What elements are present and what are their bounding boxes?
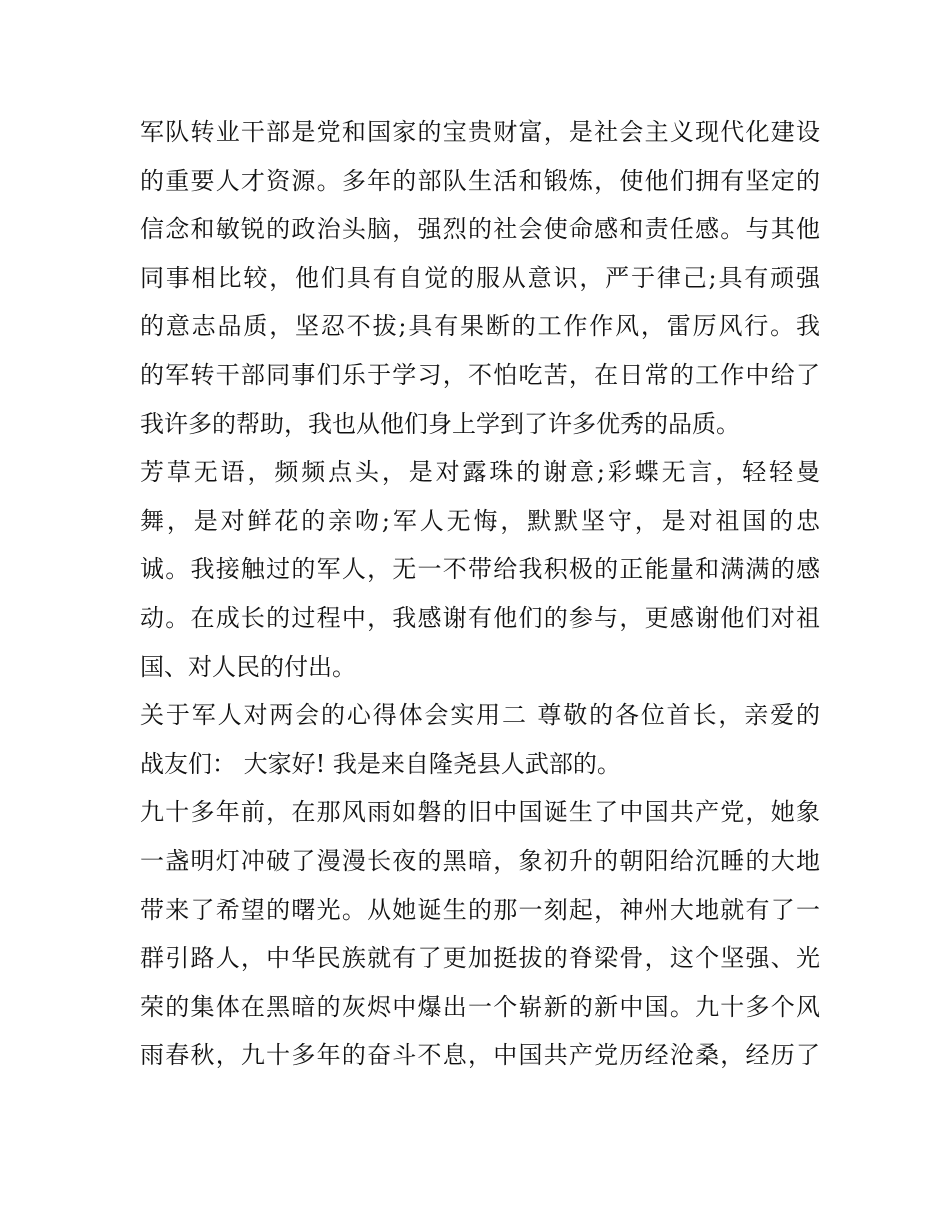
text-line: 诚。我接触过的军人，无一不带给我积极的正能量和满满的感 [140,555,820,584]
text-line: 军队转业干部是党和国家的宝贵财富，是社会主义现代化建设 [140,118,820,146]
text-line: 关于军人对两会的心得体会实用二 尊敬的各位首长，亲爱的 [140,701,820,730]
paragraph-3 [140,691,820,788]
text-line: 雨春秋，九十多年的奋斗不息，中国共产党历经沧桑，经历了 [140,1041,820,1070]
text-line: 战友们： 大家好! 我是来自隆尧县人武部的。 [140,749,621,778]
paragraph-2 [140,448,820,691]
text-line: 荣的集体在黑暗的灰烬中爆出一个崭新的新中国。九十多个风 [140,992,820,1021]
text-line: 一盏明灯冲破了漫漫长夜的黑暗，象初升的朝阳给沉睡的大地 [140,846,820,875]
text-line: 芳草无语，频频点头，是对露珠的谢意;彩蝶无言，轻轻曼 [140,458,820,487]
document-body [140,108,820,1080]
paragraph-4 [140,788,820,1080]
text-line: 同事相比较，他们具有自觉的服从意识，严于律己;具有顽强 [140,263,820,292]
text-line: 带来了希望的曙光。从她诞生的那一刻起，神州大地就有了一 [140,895,820,924]
text-line: 九十多年前，在那风雨如磐的旧中国诞生了中国共产党，她象 [140,798,820,827]
text-line: 的意志品质，坚忍不拔;具有果断的工作作风，雷厉风行。我 [140,312,820,341]
text-line: 国、对人民的付出。 [140,652,356,681]
text-line: 群引路人，中华民族就有了更加挺拔的脊梁骨，这个坚强、光 [140,944,820,973]
text-line: 我许多的帮助，我也从他们身上学到了许多优秀的品质。 [140,409,740,438]
text-line: 的重要人才资源。多年的部队生活和锻炼，使他们拥有坚定的 [140,166,820,195]
text-line: 的军转干部同事们乐于学习，不怕吃苦，在日常的工作中给了 [140,360,820,389]
text-line: 舞，是对鲜花的亲吻;军人无悔，默默坚守，是对祖国的忠 [140,506,820,535]
text-line: 信念和敏锐的政治头脑，强烈的社会使命感和责任感。与其他 [140,215,820,244]
paragraph-1 [140,108,820,448]
text-line: 动。在成长的过程中，我感谢有他们的参与，更感谢他们对祖 [140,603,820,632]
